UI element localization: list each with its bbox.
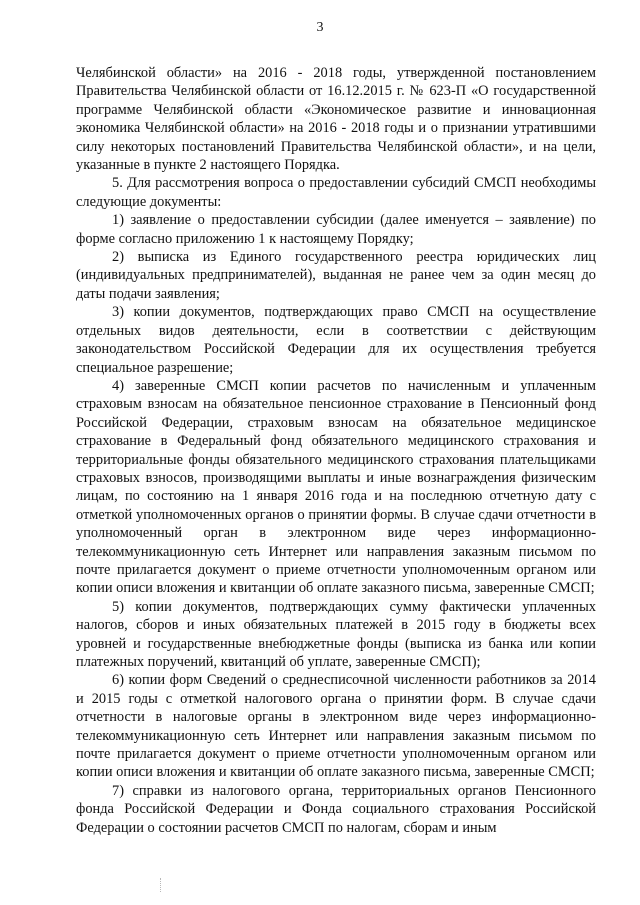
paragraph-subitem-1: 1) заявление о предоставлении субсидии (далее именуется – заявление) по форме согласно приложению 1 к настоящему Порядку; — [76, 212, 596, 247]
paragraph-item-5: 5. Для рассмотрения вопроса о предоставлении субсидий СМСП необходимы следующие документы: — [76, 175, 596, 210]
scan-artifact-mark — [160, 878, 162, 892]
page-number: 3 — [316, 20, 324, 35]
paragraph-subitem-7: 7) справки из налогового органа, территориальных органов Пенсионного фонда Российской Федерации и Фонда социального страхования Российской Федерации о состоянии расчетов СМСП по налогам, сборам и иным — [76, 782, 596, 836]
paragraph-subitem-2: 2) выписка из Единого государственного реестра юридических лиц (индивидуальных предпринимателей), выданная не ранее чем за один месяц до даты подачи заявления; — [76, 249, 596, 302]
document-body — [76, 64, 596, 837]
paragraph-subitem-3: 3) копии документов, подтверждающих право СМСП на осуществление отдельных видов деятельности, если в соответствии с действующим законодательством Российской Федерации для их осуществления требуется специальное разрешение; — [76, 304, 596, 376]
paragraph-subitem-5: 5) копии документов, подтверждающих сумму фактически уплаченных налогов, сборов и иных обязательных платежей в 2015 году в бюджеты всех уровней и государственные внебюджетные фонды (выписка из банка или копии платежных поручений, квитанций об уплате, заверенные СМСП); — [76, 598, 596, 670]
paragraph-continuation: Челябинской области» на 2016 - 2018 годы, утвержденной постановлением Правительства Челябинской области от 16.12.2015 г. № 623-П «О государственной программе Челябинской области «Экономическое развитие и инновационная экономика Челябинской области» на 2016 - 2018 годы и о признании утратившими силу некоторых постановлений Правительства Челябинской области», и на цели, указанные в пункте 2 настоящего Порядка. — [76, 65, 596, 174]
paragraph-subitem-4: 4) заверенные СМСП копии расчетов по начисленным и уплаченным страховым взносам на обязательное пенсионное страхование в Пенсионный фонд Российской Федерации, страховым взносам на обязательное медицинское страхование в Федеральный фонд обязательного медицинского страхования и территориальные фонды обязательного медицинского страхования плательщиками страховых взносов, производящими выплаты и иные вознаграждения физическим лицам, по состоянию на 1 января 2016 года и на последнюю отчетную дату с отметкой уполномоченных органов о принятии формы. В случае сдачи отчетности в уполномоченный орган в электронном виде через информационно-телекоммуникационную сеть Интернет или направления заказным письмом по почте прилагается документ о приеме отчетности уполномоченным органом или копии описи вложения и квитанции об оплате заказного письма, заверенные СМСП; — [76, 377, 596, 597]
paragraph-subitem-6: 6) копии форм Сведений о среднесписочной численности работников за 2014 и 2015 годы с отметкой налогового органа о принятии форм. В случае сдачи отчетности в налоговые органы в электронном виде через информационно-телекоммуникационную сеть Интернет или направления заказным письмом по почте прилагается документ о приеме отчетности уполномоченным органом или копии описи вложения и квитанции об оплате заказного письма, заверенные СМСП; — [76, 672, 596, 781]
